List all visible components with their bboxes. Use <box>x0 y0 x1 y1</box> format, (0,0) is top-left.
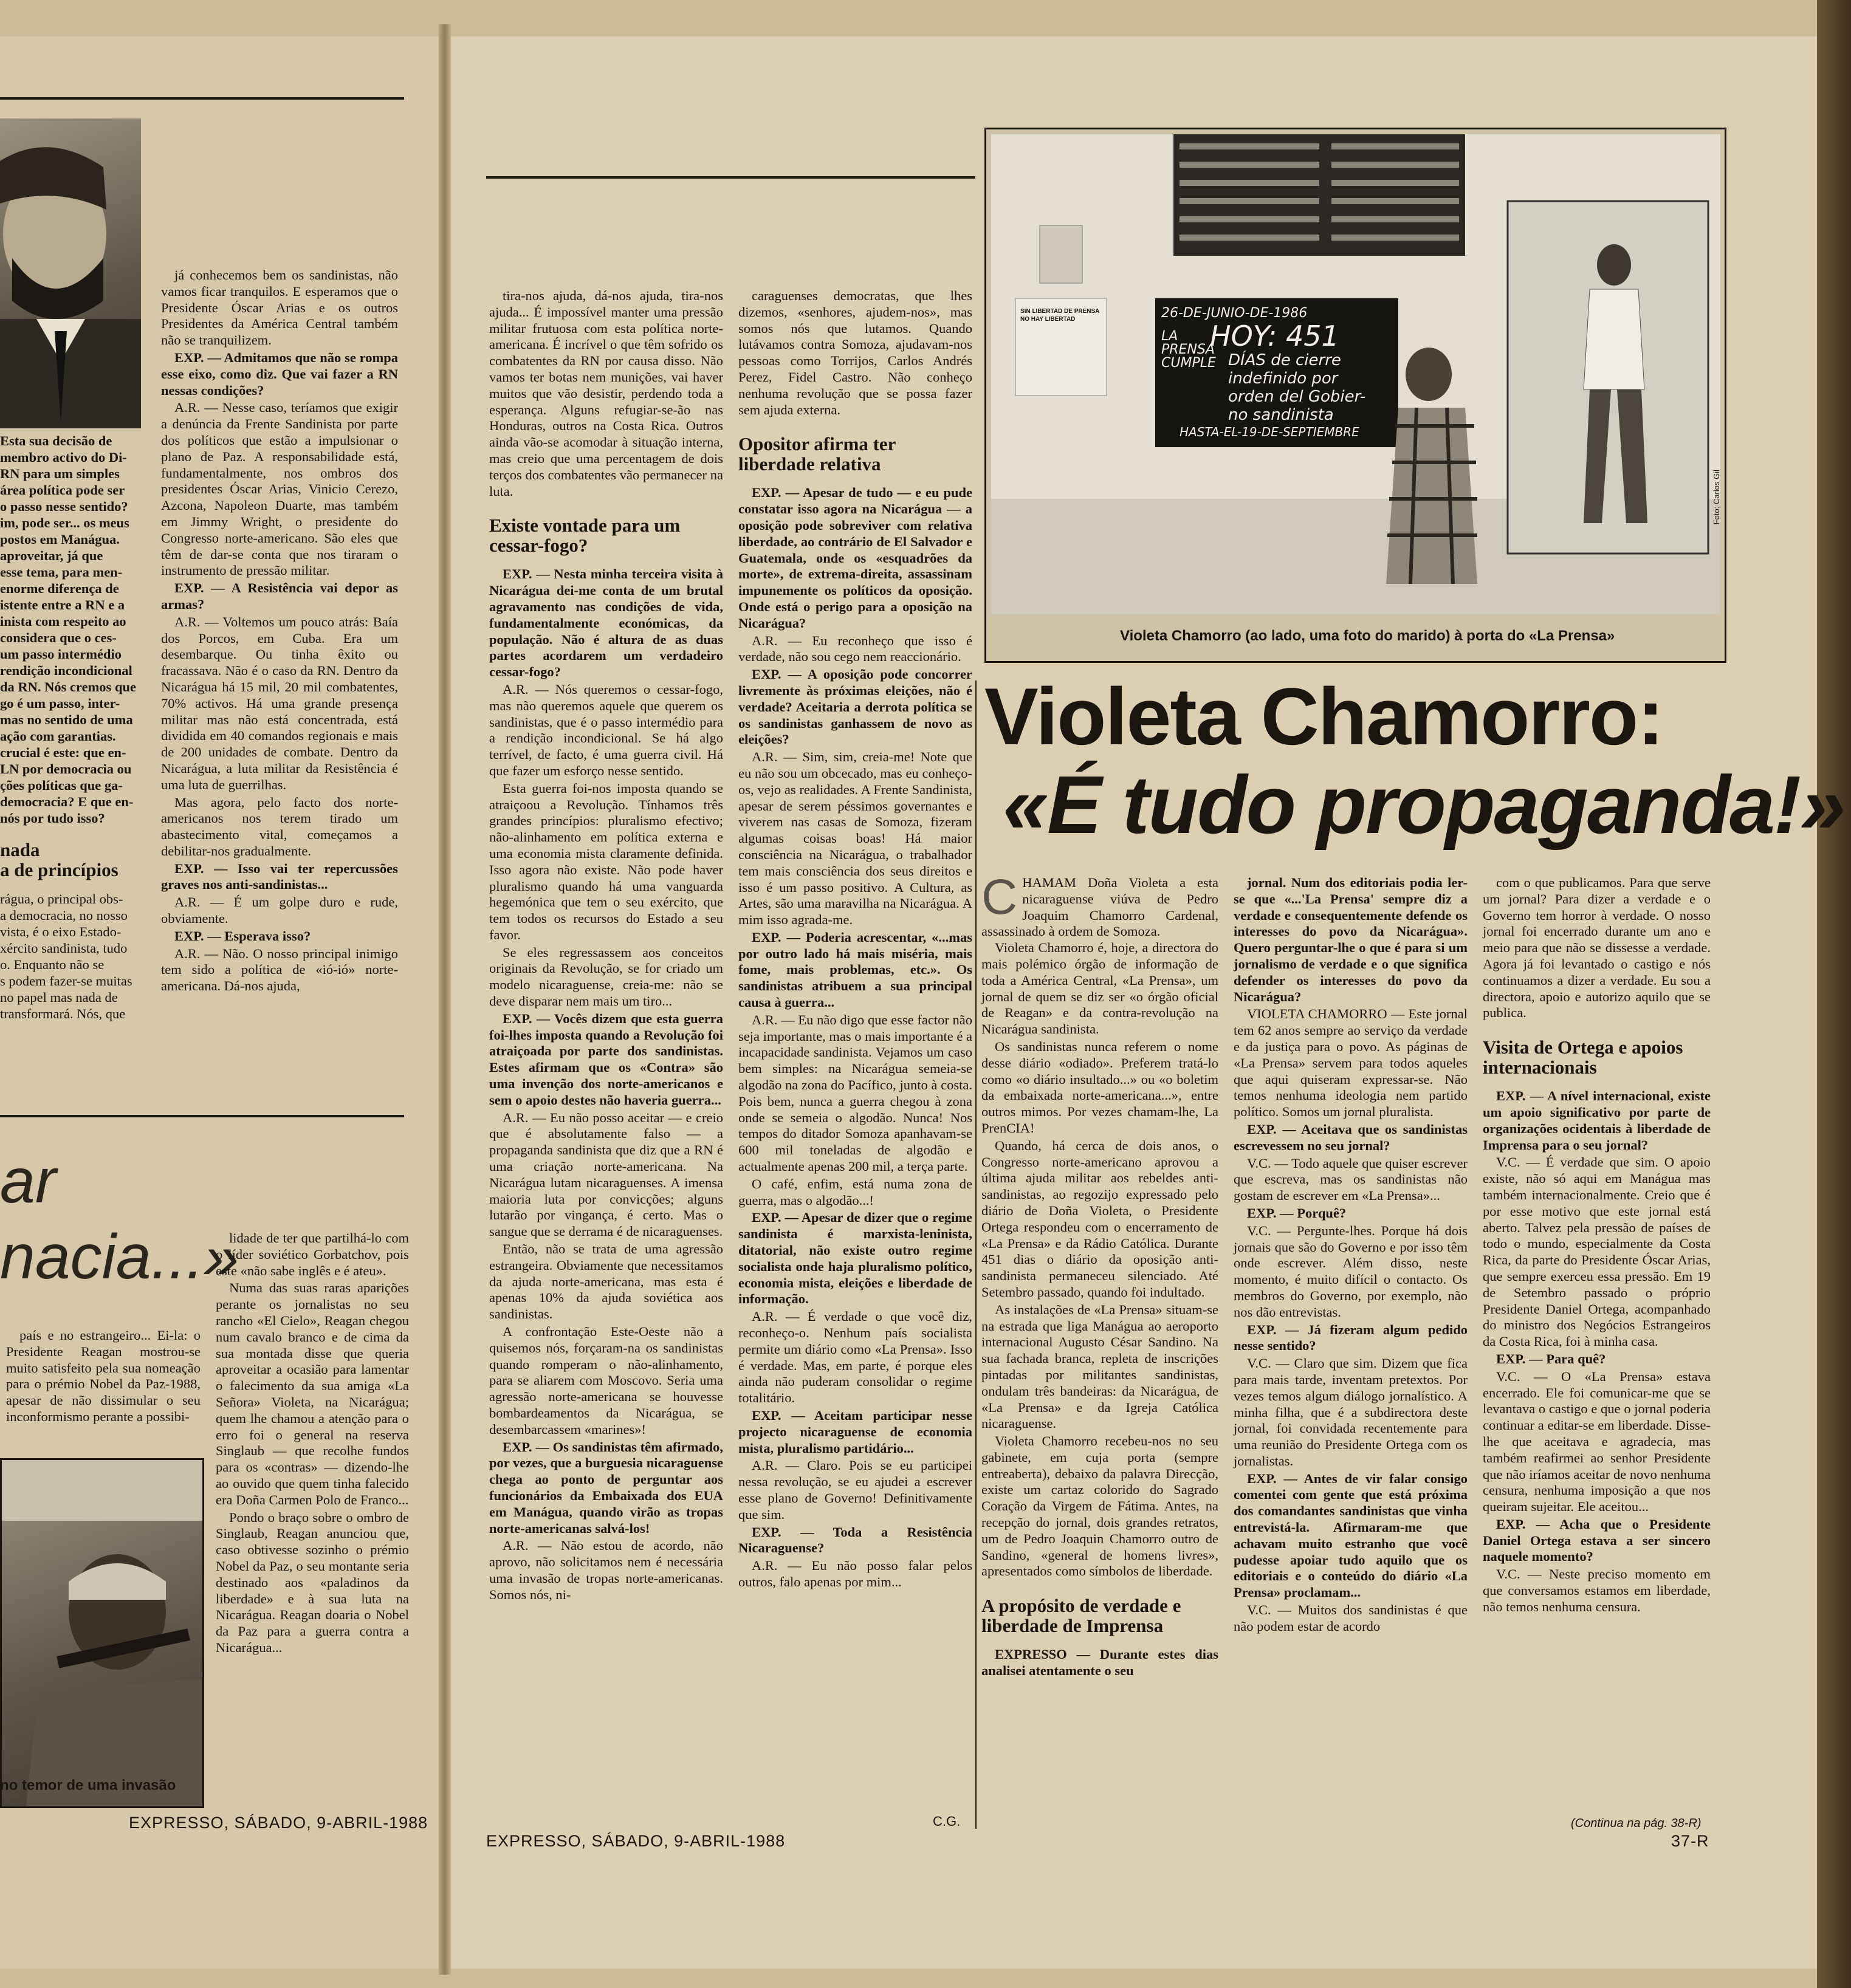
text-line: o. Enquanto não se <box>0 957 105 972</box>
feature-subhead-3: Visita de Ortega e apoios internacionais <box>1483 1037 1683 1078</box>
paragraph: EXP. — Apesar de tudo — e eu pude constatar isso agora na Nicarágua — a oposição pode sobreviver com relativa liberdade, ao contrário de El Salvador e Guatemala, onde os «esquadrões da morte», de extrema-direita, assassinam impunemente os políticos da oposição. Onde está o perigo para a oposição na Nicarágua? <box>738 485 972 631</box>
center-footer: EXPRESSO, SÁBADO, 9-ABRIL-1988 <box>486 1832 786 1850</box>
page-number: 37-R <box>1671 1832 1709 1850</box>
left-footer: EXPRESSO, SÁBADO, 9-ABRIL-1988 <box>129 1814 428 1832</box>
headline-quote: «É tudo propaganda!» <box>1003 759 1845 851</box>
paragraph: A.R. — Claro. Pois se eu participei nessa revolução, se eu ajudei a escrever esse plano de Governo! Definitivamente que sim. <box>738 1458 972 1522</box>
paragraph: EXP. — Porquê? <box>1247 1205 1347 1221</box>
paragraph: Os sandinistas nunca referem o nome desse diário «odiado». Preferem tratá-lo como «o diário insultado...» ou «o boletim da embaixada norte-americana...», entre outros mimos. Por vezes chamam-lhe, La PrenCIA! <box>981 1038 1218 1136</box>
left-column-b <box>161 267 398 996</box>
center-subhead-2: Opositor afirma ter liberdade relativa <box>738 433 896 475</box>
paragraph: A.R. — Eu reconheço que isso é verdade, não sou cego nem reaccionário. <box>738 632 972 665</box>
text-line: postos em Manágua. <box>0 532 120 547</box>
paragraph: com o que publicamos. Para que serve um jornal? Para dizer a verdade e o Governo tem horror à verdade. O nosso jornal foi encerrado durante um ano e meio para que não se dissesse a verdade. Agora já foi levantado o castigo e nós continuamos a dizer a verdade. Eu sou a directora, apoio e autorizo aquilo que se publica. <box>1483 875 1711 1021</box>
text-line: um passo intermédio <box>0 646 122 662</box>
paragraph: A.R. — Não estou de acordo, não aprovo, não solicitamos nem é necessária uma invasão de tropas norte-americanas. Somos nós, ni- <box>489 1538 723 1602</box>
text-line: ação com garantias. <box>0 728 116 744</box>
paragraph: V.C. — Todo aquele que quiser escrever que escreva, mas os sandinistas não gostam de escrever em «La Prensa»... <box>1234 1155 1468 1204</box>
paragraph: Numa das suas raras aparições perante os jornalistas no seu rancho «El Cielo», Reagan chegou num cavalo branco e de cima da sua montada disse que queria aproveitar a ocasião para lamentar o falecimento da sua amiga «La Señora» Violeta, na Nicarágua; quem lhe chamou a atenção para o erro foi o general na reserva Singlaub — que recolhe fundos para os «contras» — dizendo-lhe ao ouvido que quem tinha falecido era Doña Carmen Polo de Franco... <box>216 1280 409 1507</box>
text-line: democracia? E que en- <box>0 794 134 809</box>
text-line: enorme diferença de <box>0 581 119 596</box>
paragraph: V.C. — O «La Prensa» estava encerrado. Ele foi comunicar-me que se levantava o castigo e que o jornal poderia continuar a editar-se em liberdade. Disse-lhe que aceitava e agradecia, mas também reafirmei ao senhor Presidente que não iríamos aceitar de novo nenhuma censura, nenhuma imposição a que nos queiram sujeitar. Ele aceitou... <box>1483 1368 1711 1515</box>
la-prensa-photo <box>991 134 1720 614</box>
left-photo-caption: no temor de uma invasão <box>0 1777 176 1794</box>
center-column-1 <box>489 288 723 1605</box>
center-subhead-1: Existe vontade para um cessar-fogo? <box>489 515 681 557</box>
paragraph: EXP. — Vocês dizem que esta guerra foi-lhes imposta quando a Revolução foi atraiçoada por parte dos sandinistas. Estes afirmam que os «Contra» são uma invenção dos norte-americanos e sem o apoio destes não haveria guerra... <box>489 1010 723 1108</box>
feature-column-3 <box>1483 875 1711 1617</box>
paragraph: A.R. — Não. O nosso principal inimigo tem sido a política de «ió-ió» norte-americana. Dá-nos ajuda, <box>161 945 398 994</box>
text-line: considera que o ces- <box>0 630 117 645</box>
center-column-2-text <box>738 288 972 418</box>
paragraph: Então, não se trata de uma agressão estrangeira. Obviamente que necessitamos da ajuda norte-americana, mas esta é apenas 10% da ajuda soviética aos sandinistas. <box>489 1241 723 1322</box>
paragraph: A.R. — Nesse caso, teríamos que exigir a denúncia da Frente Sandinista por parte dos políticos que estão a impulsionar o plano de Paz. A responsabilidade está, fundamentalmente, nos ombros dos presidentes Óscar Arias, Vinicio Cerezo, Azcona, Napoleon Duarte, mas também em Jimmy Wright, o presidente do Congresso norte-americano. São eles que têm de dar-se conta que nos tiraram o instrumento de pressão militar. <box>161 400 398 578</box>
paragraph: A confrontação Este-Oeste não a quisemos nós, forçaram-na os sandinistas quando romperam o não-alinhamento, para se aliarem com Moscovo. Seria uma agressão norte-americana se houvesse bombardeamentos da Nicarágua, se desembarcassem «marines»! <box>489 1324 723 1437</box>
left-subhead-a <box>0 840 145 880</box>
sign-count: HOY: 451 <box>1210 320 1339 352</box>
text-line: rágua, o principal obs- <box>0 891 123 907</box>
text-line: ções políticas que ga- <box>0 778 123 793</box>
paragraph: A.R. — Voltemos um pouco atrás: Baía dos Porcos, em Cuba. Era um desembarque. Ou tinha êxito ou fracassava. Não é o caso da RN. Dentro da Nicarágua há 15 mil, 20 mil combatentes, 70% activos. Há uma grande presença militar mas não está concentrada, está dividida em 40 comandos regionais e mais de 200 unidades de combate. Dentro da Nicarágua, a luta militar da Resistência é uma luta de guerrilhas. <box>161 614 398 792</box>
feature-divider <box>975 680 977 1829</box>
top-rule-center <box>486 176 975 179</box>
text-line: no papel mas nada de <box>0 990 118 1005</box>
paragraph: V.C. — Muitos dos sandinistas é que não podem estar de acordo <box>1234 1602 1468 1634</box>
text-line: xército sandinista, tudo <box>0 941 128 956</box>
poster-text: SIN LIBERTAD DE PRENSA NO HAY LIBERTAD <box>1020 308 1100 323</box>
sign-date: 26-DE-JUNIO-DE-1986 <box>1161 306 1308 321</box>
center-column-1b-text <box>489 566 723 1603</box>
paragraph: EXP. — Para quê? <box>1496 1351 1606 1366</box>
paragraph: EXP. — Aceitava que os sandinistas escrevessem no seu jornal? <box>1234 1121 1468 1153</box>
feature-column-1 <box>981 869 1218 1681</box>
paragraph: Se eles regressassem aos conceitos originais da Revolução, se for criado um modelo nicaraguense, creia-me: não se deve disparar nem mais um tiro... <box>489 944 723 1009</box>
paragraph: EXP. — Esperava isso? <box>174 928 311 944</box>
feature-photo-frame <box>984 128 1726 663</box>
text-line: inista com respeito ao <box>0 614 126 629</box>
text-line: mas no sentido de uma <box>0 712 133 727</box>
paragraph: jornal. Num dos editoriais podia ler-se que «...'La Prensa' sempre diz a verdade e consequentemente defende os interesses do povo da Nicarágua». Quero perguntar-lhe o que é para si um jornalismo de verdade e o que significa defender os interesses do povo da Nicarágua? <box>1234 875 1468 1004</box>
paragraph: Quando, há cerca de dois anos, o Congresso norte-americano aprovou a última ajuda militar aos rebeldes anti-sandinistas, ao regozijo expressado pelo diário de Doña Violeta, o Presidente Ortega respondeu com o encerramento de «La Prensa» e da Rádio Católica. Durante 451 dias o diário da oposição anti-sandinista permaneceu silenciado. Até Setembro passado, quando foi indultado. <box>981 1137 1218 1300</box>
paragraph: A.R. — Sim, sim, creia-me! Note que eu não sou um obcecado, mas eu conheço-os, vejo as realidades. A Frente Sandinista, apesar de serem péssimos governantes e viverem nas casas de Somoza, fizeram algumas coisas boas! Há maior consciência na Nicarágua, o trabalhador tem mais consciência dos seus direitos e isso é um passo positivo. A Cultura, as Artes, são uma maravilha na Nicarágua. A mim isso agrada-me. <box>738 749 972 928</box>
text-line: Esta sua decisão de <box>0 433 112 448</box>
text-line: vista, é o eixo Estado- <box>0 924 122 939</box>
sign-line-3: DÍAS de cierre <box>1228 351 1341 369</box>
paragraph: tira-nos ajuda, dá-nos ajuda, tira-nos ajuda... É impossível manter uma pressão militar frutuosa com esta política norte-americana. É incrível o que têm sofrido os combatentes da RN por causa disso. Não vamos ter botas nem munições, vai haver muitos que vão desistir, perdendo toda a esperança. Alguns refugiar-se-ão nas Honduras, outros na Costa Rica. Outros ainda vão-se acomodar à situação interna, mas creio que uma percentagem de dois terços dos combatentes vão permanecer na luta. <box>489 288 723 499</box>
center-column-2b-text <box>738 485 972 1590</box>
paragraph: Violeta Chamorro recebeu-nos no seu gabinete, em cuja porta (sempre entreaberta), debaixo da palavra Direcção, existe um cartaz colorido do Sagrado Coração da Virgem de Fátima. Antes, na recepção do jornal, dois grandes retratos, um de Pedro Joaquin Chamorro outro de Sandino, «general de homens livres», apresentados como símbolos de liberdade. <box>981 1433 1218 1579</box>
headline: Violeta Chamorro: <box>984 672 1663 762</box>
feature-photo-caption: Violeta Chamorro (ao lado, uma foto do marido) à porta do «La Prensa» <box>1120 628 1615 644</box>
paragraph: V.C. — Claro que sim. Dizem que fica para mais tarde, inventam pretextos. Por vezes temos algum diálogo jornalístico. A minha filha, que é a subdirectora deste jornal, foi convidada recentemente para uma reunião do Presidente Ortega com os jornalistas. <box>1234 1356 1468 1469</box>
paragraph: país e no estrangeiro... Ei-la: o Presidente Reagan mostrou-se muito satisfeito pela sua nomeação para o prémio Nobel da Paz-1988, apesar de não dissimular o seu inconformismo perante a possibi- <box>6 1328 201 1424</box>
text-line: s podem fazer-se muitas <box>0 973 132 989</box>
paragraph: As instalações de «La Prensa» situam-se na estrada que liga Manágua ao aeroporto internacional Augusto César Sandino. Na sua fachada branca, repleta de inscrições pintadas por militantes sandinistas, ondulam três bandeiras: da Nicarágua, de «La Prensa» e da Igreja Católica nicaraguense. <box>981 1301 1218 1431</box>
page-gutter <box>439 24 451 1975</box>
portrait-illustration <box>0 118 141 428</box>
left-subhead-a-line-2: a de princípios <box>0 859 118 880</box>
paragraph: O café, enfim, está numa zona de guerra, mas o algodão...! <box>738 1176 972 1208</box>
continued-note: (Continua na pág. 38-R) <box>1571 1817 1702 1830</box>
text-line: rendição incondicional <box>0 663 132 678</box>
paragraph: A.R. — É verdade o que você diz, reconheço-o. Nenhum país socialista permite um diário como «La Prensa». Isso é verdade. Mas, em parte, é porque eles ainda não puderam consolidar o regime totalitário. <box>738 1309 972 1406</box>
paragraph: EXP. — Toda a Resistência Nicaraguense? <box>738 1524 972 1556</box>
paragraph: Pondo o braço sobre o ombro de Singlaub, Reagan anunciou que, caso obtivesse sozinho o prémio Nobel da Paz, o seu montante seria destinado aos «paladinos da liberdade» e à sua luta na Nicarágua. Reagan doaria o Nobel da Paz para a guerra contra a Nicarágua... <box>216 1509 409 1655</box>
text-line: esse tema, para men- <box>0 564 123 580</box>
paragraph: A.R. — Eu não digo que esse factor não seja importante, mas o mais importante é a incapacidade sandinista. Vejamos um caso bem simples: na Nicarágua semeia-se algodão na zona do Pacífico, junto à costa. Pois bem, nunca a guerra chegou à zona onde se semeia o algodão. Nunca! Nos tempos do ditador Somoza apanhavam-se 600 mil toneladas de algodão e actualmente apenas 200 mil, a terça parte. <box>738 1012 972 1174</box>
dropcap: C <box>981 869 1018 925</box>
paragraph: EXPRESSO — Durante estes dias analisei atentamente o seu <box>981 1647 1218 1679</box>
left-lower-photo <box>0 1458 204 1808</box>
text-line: im, pode ser... os meus <box>0 515 129 530</box>
paragraph: V.C. — É verdade que sim. O apoio existe, não só aqui em Manágua mas também internacionalmente. Creio que é por esse motivo que este jornal está aberto. Talvez pela pressão de países de todo o mundo, especialmente da Costa Rica, da parte do Presidente Óscar Arias, que sempre exerceu essa pressão. Em 19 de Setembro passado o próprio Presidente Daniel Ortega, acompanhado do ministro dos Negócios Estrangeiros da Costa Rica, foi à minha casa. <box>1483 1154 1711 1349</box>
feature-lead-text: HAMAM Doña Violeta a esta nicaraguense viúva de Pedro Joaquim Chamorro Cardenal, assassinado à ordem de Somoza. <box>981 875 1218 939</box>
paragraph: Esta guerra foi-nos imposta quando se atraiçoou a Revolução. Tínhamos três grandes princípios: pluralismo efectivo; não-alinhamento em política externa e uma economia mista claramente definida. Isso agora não existe. Não pode haver pluralismo quando há uma vanguarda hegemónica que tem o seu exército, que tem todos os recursos do Estado a seu favor. <box>489 780 723 942</box>
paragraph: EXP. — Apesar de dizer que o regime sandinista é marxista-leninista, ditatorial, não existe outro regime socialista onde haja pluralismo político, economia mista, eleições e liberdade de informação. <box>738 1210 972 1307</box>
left-column-c <box>6 1328 201 1427</box>
feature-column-3b-text <box>1483 1088 1711 1616</box>
text-line: LN por democracia ou <box>0 761 132 776</box>
paragraph: EXP. — Isso vai ter repercussões graves nos anti-sandinistas... <box>161 860 398 893</box>
paragraph: VIOLETA CHAMORRO — Este jornal tem 62 anos sempre ao serviço da verdade e da justiça para o povo. As páginas de «La Prensa» servem para todos aqueles que aqui quiseram expressar-se. Não temos nenhuma ideologia nem partido político. Somos um jornal pluralista. <box>1234 1006 1468 1120</box>
paragraph: EXP. — Acha que o Presidente Daniel Ortega estava a ser sincero naquele momento? <box>1483 1516 1711 1565</box>
sign-side: LA PRENSA CUMPLE <box>1161 329 1216 371</box>
text-line: da RN. Nós cremos que <box>0 679 136 694</box>
text-line: transformará. Nós, que <box>0 1006 126 1021</box>
paragraph: EXP. — Antes de vir falar consigo comentei com gente que está próxima dos comandantes sandinistas que vinha entrevistá-la. Afirmaram-me que achavam muito estranho que você pudesse apoiar tudo aquilo que os editoriais e o conteúdo do diário «La Prensa» proclamam... <box>1234 1470 1468 1600</box>
feature-column-1-end <box>981 1647 1218 1679</box>
paragraph: A.R. — Nós queremos o cessar-fogo, mas não queremos aquele que querem os sandinistas, que é o passo intermédio para a rendição incondicional. Se há algo terrível, de facto, é uma guerra civil. Há que fazer um esforço nesse sentido. <box>489 681 723 778</box>
sign-line-7: HASTA-EL-19-DE-SEPTIEMBRE <box>1180 425 1359 439</box>
left-column-a <box>0 433 145 1022</box>
sign-line-6: no sandinista <box>1228 406 1334 424</box>
text-line: o passo nesse sentido? <box>0 499 128 514</box>
paragraph: EXP. — Poderia acrescentar, «...mas por outro lado há mais miséria, mais fome, mais problemas, etc.». Os sandinistas atribuem a sua principal causa à guerra... <box>738 929 972 1010</box>
text-line: nós por tudo isso? <box>0 811 105 826</box>
man-with-flute-illustration <box>2 1460 202 1806</box>
text-line: membro activo do Di- <box>0 450 127 465</box>
portrait-photo <box>0 118 141 428</box>
paragraph: EXP. — A nível internacional, existe um apoio significativo por parte de organizações ocidentais à liberdade de Imprensa para o seu jornal? <box>1483 1088 1711 1153</box>
chalkboard-sign <box>1161 306 1392 440</box>
scan-edge <box>1817 0 1851 1988</box>
text-line: crucial é este: que en- <box>0 745 126 760</box>
top-rule-left <box>0 97 404 100</box>
photo-credit: Foto: Carlos Gil <box>1712 470 1721 525</box>
text-line: área política pode ser <box>0 482 125 498</box>
left-column-d <box>216 1230 409 1657</box>
paragraph: V.C. — Neste preciso momento em que conversamos estamos em liberdade, não temos nenhuma censura. <box>1483 1566 1711 1614</box>
paragraph: Mas agora, pelo facto dos norte-americanos nos terem tirado um abastecimento vital, começamos a debilitar-nos gradualmente. <box>161 794 398 859</box>
mid-rule-left <box>0 1115 404 1117</box>
text-line: aproveitar, já que <box>0 548 103 563</box>
paragraph: EXP. — Os sandinistas têm afirmado, por vezes, que a burguesia nicaraguense chega ao ponto de perguntar aos funcionários da Embaixada dos EUA em Manágua, quando virão as tropas norte-americanas salvá-los! <box>489 1439 723 1536</box>
left-column-a2-lines <box>0 891 145 1022</box>
author-signature: C.G. <box>933 1814 961 1829</box>
feature-lead <box>981 869 1218 940</box>
text-line: go é um passo, inter- <box>0 696 120 711</box>
paragraph: V.C. — Pergunte-lhes. Porque há dois jornais que são do Governo e por isso têm onde escrever. Além disso, neste momento, é muito difícil o contacto. Os membros do Governo, por exemplo, não nos dão entrevistas. <box>1234 1222 1468 1320</box>
paragraph: A.R. — Eu não posso falar pelos outros, falo apenas por mim... <box>738 1558 972 1589</box>
paragraph: EXP. — A oposição pode concorrer livremente às próximas eleições, não é verdade? Aceitaria a derrota política se os sandinistas ganhassem de novo as eleições? <box>738 667 972 747</box>
text-line: istente entre a RN e a <box>0 597 125 612</box>
left-big-heading-2: nacia...» <box>0 1222 239 1292</box>
center-column-2 <box>738 288 972 1592</box>
paragraph: EXP. — A Resistência vai depor as armas? <box>161 580 398 612</box>
text-line: RN para um simples <box>0 466 120 481</box>
paragraph: A.R. — Eu não posso aceitar — e creio que é absolutamente falso — a propaganda sandinista que diz que a RN é uma criação norte-americana. Na Nicarágua lutam nicaraguenses. A imensa maioria luta por convicções; alguns lutarão por vingança, é certo. Mas o sangue que se derrama é de nicaraguenses. <box>489 1109 723 1239</box>
feature-column-2 <box>1234 875 1468 1636</box>
paragraph: caraguenses democratas, que lhes dizemos, «senhores, ajudem-nos», mas somos nós que lutamos. Quando lutávamos contra Somoza, ajudavam-nos pessoas como Torrijos, Carlos Andrés Perez, Fidel Castro. Não conheço nenhuma revolução que se possa fazer sem ajuda externa. <box>738 288 972 417</box>
feature-column-3-text <box>1483 875 1711 1021</box>
paragraph: já conhecemos bem os sandinistas, não vamos ficar tranquilos. E esperamos que o Presidente Óscar Arias e os outros Presidentes da América Central também não se tranquilizem. <box>161 267 398 348</box>
feature-subhead-1: A propósito de verdade e liberdade de Imprensa <box>981 1595 1181 1637</box>
sign-line-5: orden del Gobier- <box>1228 388 1366 406</box>
paragraph: EXP. — Aceitam participar nesse projecto nicaraguense de economia mista, pluralismo partidário... <box>738 1408 972 1456</box>
left-column-a-lines <box>0 433 145 826</box>
text-line: a democracia, no nosso <box>0 908 128 923</box>
left-subhead-a-line-1: nada <box>0 839 40 860</box>
paragraph: lidade de ter que partilhá-lo com o líder soviético Gorbatchov, pois este «não sabe inglês e é ateu». <box>216 1230 409 1278</box>
paragraph: Violeta Chamorro é, hoje, a directora do mais polémico órgão de informação de toda a América Central, «La Prensa», um jornal de quem se diz ser «o órgão oficial de Reagan» e da contra-revolução na Nicarágua sandinista. <box>981 940 1218 1037</box>
sign-line-4: indefinido por <box>1228 369 1338 388</box>
paragraph: A.R. — É um golpe duro e rude, obviamente. <box>161 894 398 927</box>
paragraph: EXP. — Nesta minha terceira visita à Nicarágua dei-me conta de um brutal agravamento nas condições de vida, fundamentalmente económicas, da população. Não é altura de as duas partes acordarem um verdadeiro cessar-fogo? <box>489 566 723 680</box>
paragraph: EXP. — Já fizeram algum pedido nesse sentido? <box>1234 1321 1468 1354</box>
feature-column-1-text <box>981 940 1218 1580</box>
center-column-1-text <box>489 288 723 499</box>
paragraph: EXP. — Admitamos que não se rompa esse eixo, como diz. Que vai fazer a RN nessas condições? <box>161 349 398 398</box>
left-big-heading-1: ar <box>0 1146 57 1216</box>
